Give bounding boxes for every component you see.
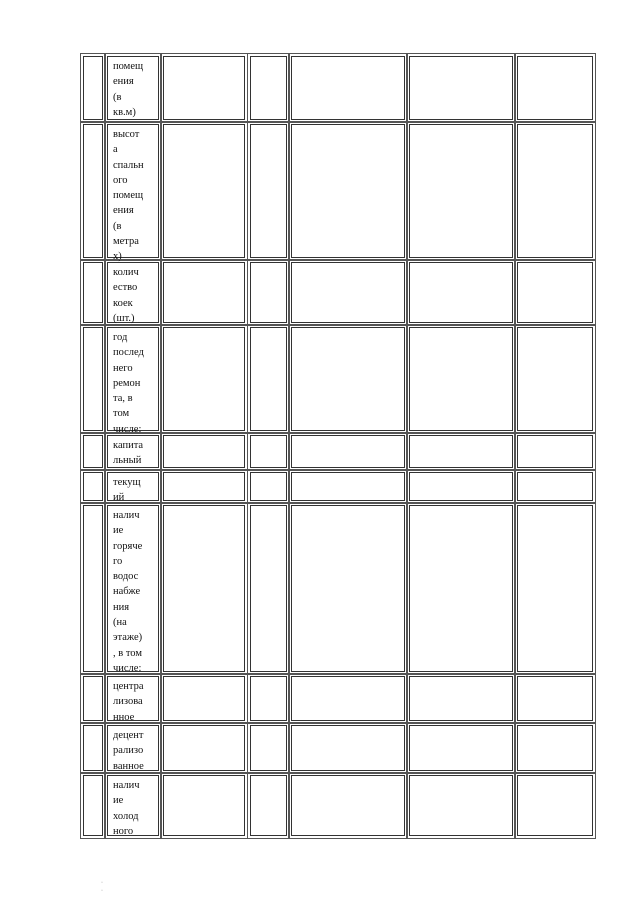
number-cell [83,262,103,323]
value-cell [163,676,245,721]
table-row [81,435,595,468]
label-cell [107,775,159,836]
value-cell [409,676,513,721]
value-cell [291,124,405,258]
value-cell [409,725,513,771]
value-cell [517,676,593,721]
table-row [81,505,595,672]
row-label: помещ ения (в кв.м) [113,61,144,118]
value-cell [517,56,593,120]
value-cell [163,56,245,120]
value-cell [291,472,405,501]
value-cell [250,725,287,771]
value-cell [291,676,405,721]
label-cell [107,505,159,672]
number-cell [83,775,103,836]
value-cell [409,262,513,323]
value-cell [409,505,513,672]
label-cell [107,327,159,435]
number-cell [83,124,103,258]
value-cell [517,775,593,836]
table-row [81,124,595,263]
row-label: колич ество коек (шт.) [113,267,139,324]
number-cell [83,505,103,672]
row-label: децент рализо ванное [113,730,144,772]
value-cell [517,505,593,672]
table-row [81,56,595,120]
value-cell [163,327,245,431]
table-row [81,262,595,323]
label-cell [107,725,159,771]
value-cell [517,472,593,501]
row-label: налич ие холод ного [113,780,140,837]
value-cell [517,262,593,323]
table-row [81,327,595,435]
number-cell [83,327,103,431]
row-label: капита льный [113,440,144,467]
value-cell [291,435,405,468]
value-cell [517,124,593,258]
value-cell [250,56,287,120]
value-cell [291,262,405,323]
number-cell [83,56,103,120]
value-cell [250,327,287,431]
row-label: текущ ий [113,477,141,504]
row-label: год послед него ремон та, в том числе: [113,332,144,435]
label-cell [107,676,159,721]
value-cell [163,775,245,836]
value-cell [291,327,405,431]
value-cell [163,435,245,468]
value-cell [250,676,287,721]
value-cell [163,124,245,258]
row-label: центра лизова нное [113,681,144,723]
value-cell [250,262,287,323]
row-label: налич ие горяче го водос набже ния (на этаже) , в том числе: [113,510,143,674]
value-cell [291,725,405,771]
value-cell [250,435,287,468]
value-cell [291,56,405,120]
value-cell [409,435,513,468]
scan-speck: · [101,888,103,894]
number-cell [83,725,103,771]
value-cell [409,775,513,836]
table-row [81,725,595,771]
value-cell [250,505,287,672]
label-cell [107,262,159,323]
value-cell [291,775,405,836]
value-cell [163,472,245,501]
table-row [81,676,595,721]
value-cell [163,725,245,771]
label-cell [107,435,159,468]
label-cell [107,124,159,263]
value-cell [291,505,405,672]
table-row [81,472,595,504]
value-cell [517,725,593,771]
value-cell [409,472,513,501]
value-cell [409,124,513,258]
table-row [81,775,595,836]
value-cell [163,505,245,672]
label-cell [107,56,159,120]
label-cell [107,472,159,504]
value-cell [409,56,513,120]
value-cell [250,775,287,836]
number-cell [83,435,103,468]
value-cell [517,327,593,431]
value-cell [517,435,593,468]
number-cell [83,676,103,721]
scan-speck: · [101,880,103,886]
value-cell [163,262,245,323]
value-cell [250,472,287,501]
row-label: высот а спальн ого помещ ения (в метра х) [113,129,144,263]
number-cell [83,472,103,501]
value-cell [409,327,513,431]
value-cell [250,124,287,258]
